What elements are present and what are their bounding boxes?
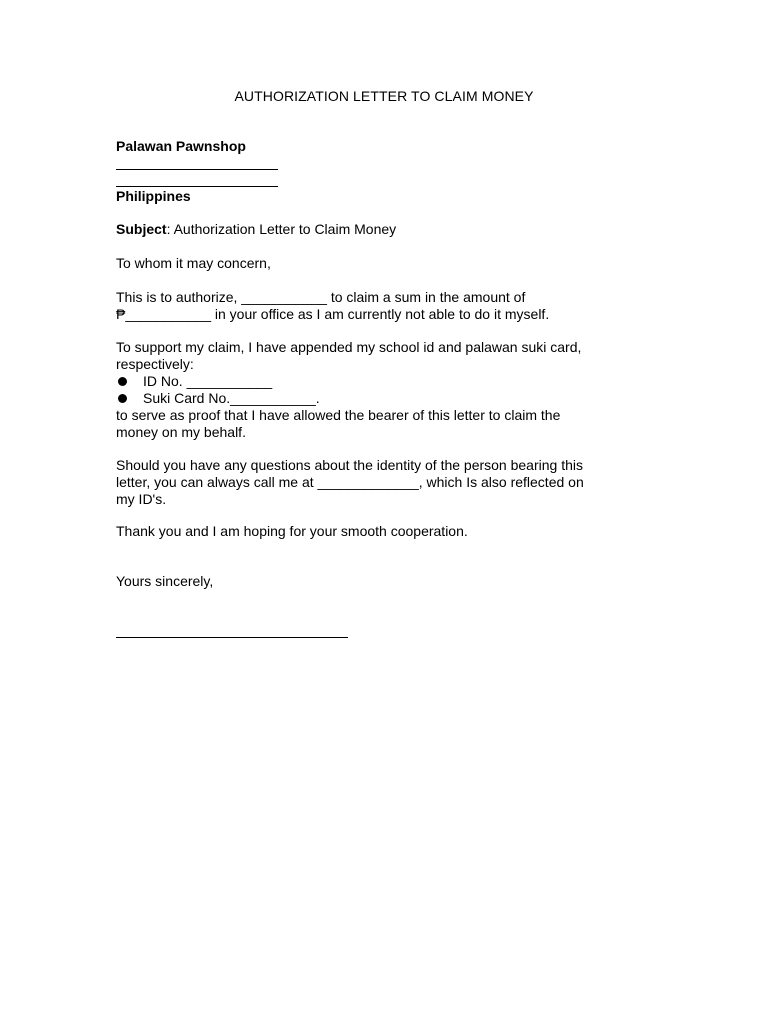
paragraph-contact (116, 457, 656, 508)
subject-text: : Authorization Letter to Claim Money (166, 221, 397, 237)
paragraph-thanks: Thank you and I am hoping for your smooth cooperation. (116, 523, 468, 539)
recipient-name: Palawan Pawnshop (116, 138, 246, 154)
paragraph-line: This is to authorize, ___________ to claim a sum in the amount of (116, 289, 526, 305)
paragraph-line: to serve as proof that I have allowed the bearer of this letter to claim the (116, 407, 561, 423)
subject-line (116, 221, 656, 238)
list-item (116, 373, 656, 390)
paragraph-line: Should you have any questions about the identity of the person bearing this (116, 457, 583, 473)
recipient-address-line-2 (116, 186, 278, 187)
recipient-address-line-1 (116, 169, 278, 170)
letter-title: AUTHORIZATION LETTER TO CLAIM MONEY (234, 88, 534, 104)
bullet-icon (118, 377, 127, 386)
id-list (116, 373, 656, 407)
subject-label: Subject (116, 221, 167, 237)
paragraph-line: ₱___________ in your office as I am currently not able to do it myself. (116, 306, 550, 322)
closing: Yours sincerely, (116, 573, 214, 589)
paragraph-line: my ID's. (116, 491, 167, 507)
paragraph-line: To support my claim, I have appended my school id and palawan suki card, (116, 339, 582, 355)
salutation: To whom it may concern, (116, 255, 271, 271)
signature-line (116, 637, 348, 638)
paragraph-line: money on my behalf. (116, 424, 246, 440)
recipient-country: Philippines (116, 188, 191, 204)
paragraph-line: respectively: (116, 356, 194, 372)
list-item-text: Suki Card No.___________. (143, 390, 320, 406)
paragraph-support (116, 339, 656, 441)
list-item (116, 390, 656, 407)
paragraph-authorization (116, 289, 656, 323)
bullet-icon (118, 394, 127, 403)
list-item-text: ID No. ___________ (143, 373, 273, 389)
paragraph-line: letter, you can always call me at _____________, which Is also reflected on (116, 474, 584, 490)
